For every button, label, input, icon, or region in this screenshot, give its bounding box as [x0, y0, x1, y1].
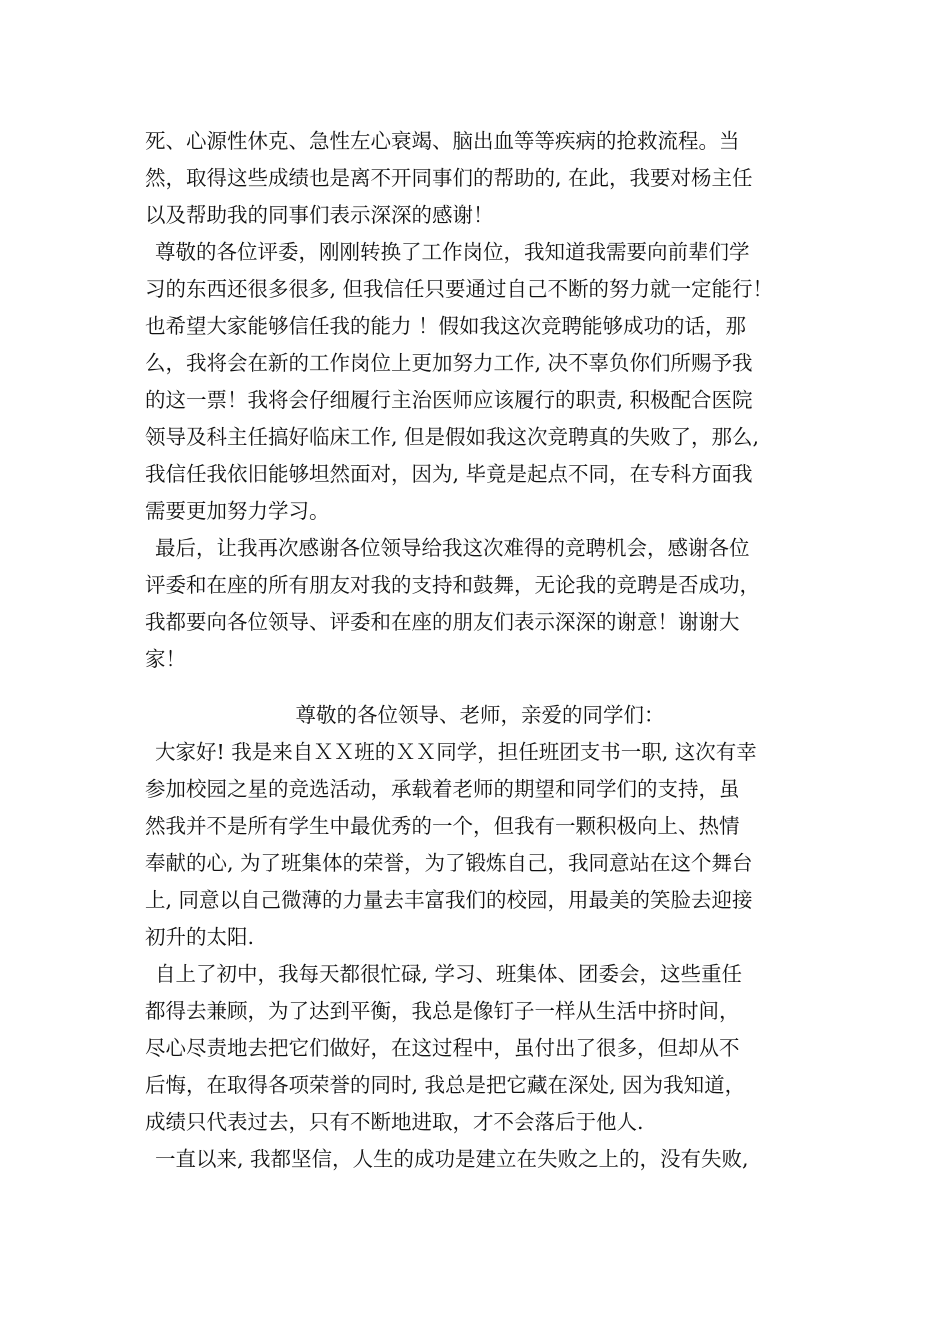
text-line: 我都要向各位领导、评委和在座的朋友们表示深深的谢意！谢谢大 — [145, 610, 740, 634]
text-line: 然，取得这些成绩也是离不开同事们的帮助的, 在此，我要对杨主任 — [145, 166, 753, 190]
paragraph-start-line: 最后，让我再次感谢各位领导给我这次难得的竞聘机会，感谢各位 — [155, 536, 750, 560]
text-line: 么，我将会在新的工作岗位上更加努力工作, 决不辜负你们所赐予我 — [145, 351, 753, 375]
paragraph-start-line: 一直以来, 我都坚信，人生的成功是建立在失败之上的，没有失败, — [155, 1147, 749, 1171]
text-line: 领导及科主任搞好临床工作, 但是假如我这次竞聘真的失败了，那么, — [145, 425, 760, 449]
text-line: 都得去兼顾，为了达到平衡，我总是像钉子一样从生活中挤时间， — [145, 999, 740, 1023]
greeting-line: 尊敬的各位领导、老师，亲爱的同学们： — [295, 703, 665, 727]
text-line: 习的东西还很多很多, 但我信任只要通过自己不断的努力就一定能行！ — [145, 277, 774, 301]
text-line: 参加校园之星的竞选活动，承载着老师的期望和同学们的支持，虽 — [145, 777, 740, 801]
text-line: 成绩只代表过去，只有不断地进取，才不会落后于他人. — [145, 1110, 644, 1134]
speech-text-block-1 — [145, 123, 815, 678]
text-line: 尽心尽责地去把它们做好，在这过程中，虽付出了很多，但却从不 — [145, 1036, 740, 1060]
paragraph-start-line: 自上了初中，我每天都很忙碌, 学习、班集体、团委会，这些重任 — [155, 962, 743, 986]
paragraph-start-line: 大家好! 我是来自ＸＸ班的ＸＸ同学，担任班团支书一职, 这次有幸 — [155, 740, 757, 764]
text-line: 后悔，在取得各项荣誉的同时, 我总是把它藏在深处, 因为我知道， — [145, 1073, 746, 1097]
text-line: 的这一票！我将会仔细履行主治医师应该履行的职责, 积极配合医院 — [145, 388, 753, 412]
text-line: 需要更加努力学习。 — [145, 499, 330, 523]
text-line: 以及帮助我的同事们表示深深的感谢！ — [145, 203, 494, 227]
text-line: 评委和在座的所有朋友对我的支持和鼓舞，无论我的竞聘是否成功， — [145, 573, 760, 597]
text-line: 初升的太阳. — [145, 925, 255, 949]
speech-text-block-2 — [145, 697, 815, 1178]
text-line: 然我并不是所有学生中最优秀的一个，但我有一颗积极向上、热情 — [145, 814, 740, 838]
text-line: 奉献的心, 为了班集体的荣誉，为了锻炼自己，我同意站在这个舞台 — [145, 851, 753, 875]
text-line: 也希望大家能够信任我的能力 ！假如我这次竞聘能够成功的话，那 — [145, 314, 747, 338]
text-line: 我信任我依旧能够坦然面对，因为, 毕竟是起点不同，在专科方面我 — [145, 462, 753, 486]
text-line: 死、心源性休克、急性左心衰竭、脑出血等等疾病的抢救流程。当 — [145, 129, 740, 153]
text-line: 家！ — [145, 647, 186, 671]
text-line: 上, 同意以自己微薄的力量去丰富我们的校园，用最美的笑脸去迎接 — [145, 888, 753, 912]
paragraph-start-line: 尊敬的各位评委，刚刚转换了工作岗位，我知道我需要向前辈们学 — [155, 240, 750, 264]
